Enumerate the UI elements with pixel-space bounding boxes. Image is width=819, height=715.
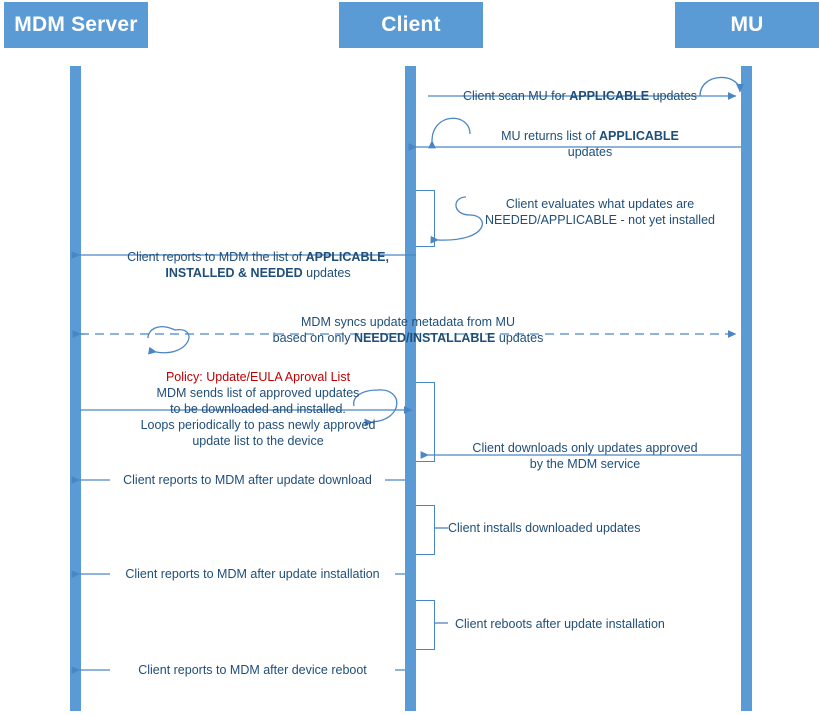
message-label-client-reboots <box>455 616 705 632</box>
message-label-client-reports-list <box>108 249 408 281</box>
activation-box-reboot <box>416 600 435 650</box>
annotation-policy-approval-list <box>108 369 408 385</box>
lane-header-mdm-server <box>4 2 148 48</box>
message-label-client-evaluates <box>480 196 720 228</box>
message-label-client-scan-mu <box>455 88 705 104</box>
message-text: Client reports to MDM the list of APPLICABLE, INSTALLED & NEEDED updates <box>127 250 389 280</box>
lane-label: MU <box>730 13 764 36</box>
lifeline-mdm-server <box>70 66 81 711</box>
message-text: MDM sends list of approved updates to be downloaded and installed. Loops periodically to pass newly approved update list to the device <box>140 386 376 448</box>
message-label-report-after-installation <box>110 566 395 582</box>
message-label-mdm-syncs-metadata <box>258 314 558 346</box>
message-label-client-downloads-updates <box>455 440 715 472</box>
message-text: Client reports to MDM after update installation <box>125 567 380 581</box>
message-text: Client downloads only updates approved by the MDM service <box>472 441 698 471</box>
lane-label: Client <box>381 13 441 36</box>
activation-box-install <box>416 505 435 555</box>
message-label-report-after-download <box>110 472 385 488</box>
message-label-mu-returns-list <box>480 128 700 160</box>
message-text: Client reboots after update installation <box>455 617 665 631</box>
message-text: Client reports to MDM after device reboot <box>138 663 367 677</box>
activation-box-evaluate <box>416 190 435 247</box>
lane-label: MDM Server <box>14 13 138 36</box>
message-label-mdm-sends-approved-updates <box>98 385 418 449</box>
annotation-text: Policy: Update/EULA Aproval List <box>165 370 351 384</box>
lane-header-client <box>339 2 483 48</box>
message-text: MU returns list of APPLICABLE updates <box>501 129 679 159</box>
message-text: Client evaluates what updates are NEEDED/APPLICABLE - not yet installed <box>485 197 715 227</box>
message-text: Client installs downloaded updates <box>448 521 641 535</box>
message-text: Client scan MU for APPLICABLE updates <box>462 89 698 103</box>
message-label-report-after-reboot <box>110 662 395 678</box>
message-text: Client reports to MDM after update download <box>123 473 372 487</box>
lane-header-mu <box>675 2 819 48</box>
message-label-client-installs-updates <box>448 520 698 536</box>
lifeline-mu <box>741 66 752 711</box>
activation-box-approved-list <box>416 382 435 462</box>
message-text: MDM syncs update metadata from MU based on only NEEDED/INSTALLABLE updates <box>272 315 544 345</box>
